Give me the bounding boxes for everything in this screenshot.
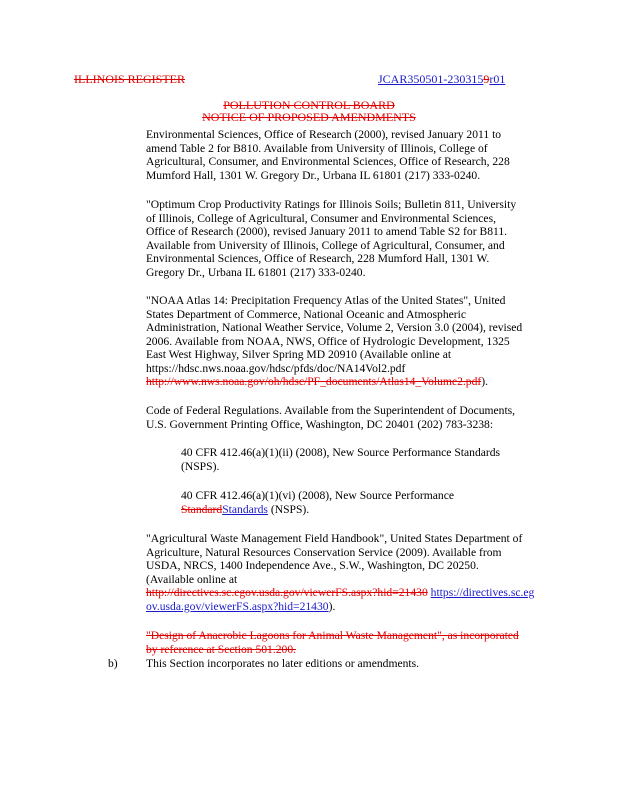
inserted-usda-url-continued[interactable]: ov.usda.gov/viewerFS.aspx?hid=21430 [146, 599, 329, 613]
text-line: Environmental Sciences, Office of Research (2000), revised January 2011 to [146, 128, 502, 141]
item-b-label: b) [108, 657, 118, 670]
text-line [181, 503, 591, 517]
text-line: "NOAA Atlas 14: Precipitation Frequency Atlas of the United States", United [146, 294, 506, 307]
text-line: https://hdsc.nws.noaa.gov/hdsc/pfds/doc/NA14Vol2.pdf [146, 361, 406, 375]
text-line: USDA, NRCS, 1400 Independence Ave., S.W., Washington, DC 20250. [146, 559, 479, 572]
text-line: amend Table 2 for B810. Available from University of Illinois, College of [146, 141, 488, 155]
jcar-code [378, 72, 505, 87]
text-line: 40 CFR 412.46(a)(1)(vi) (2008), New Source Performance [181, 489, 455, 502]
text-line: by reference at Section 501.200. [146, 642, 297, 656]
paragraph-cfr [146, 404, 596, 431]
text-line: (Available online at [146, 572, 238, 586]
text-line: Agriculture, Natural Resources Conservation Service (2009). Available from [146, 545, 502, 559]
text-line: Administration, National Weather Service, Volume 2, Version 3.0 (2004), revised [146, 321, 523, 334]
inserted-word: Standards [222, 502, 268, 516]
text-line [146, 375, 596, 389]
text-line: "Agricultural Waste Management Field Handbook", United States Department of [146, 532, 523, 545]
text-line [146, 586, 596, 600]
text-line: East West Highway, Silver Spring MD 20910 (Available online at [146, 348, 452, 361]
text-line: "Optimum Crop Productivity Ratings for Illinois Soils; Bulletin 811, University [146, 198, 517, 211]
text-line: (NSPS). [181, 459, 220, 473]
register-title: ILLINOIS REGISTER [74, 72, 185, 86]
jcar-code-deleted: 9 [483, 72, 490, 86]
text-line [146, 600, 596, 614]
text-line: Mumford Hall, 1301 W. Gregory Dr., Urbana IL 61801 (217) 333-0240. [146, 168, 481, 182]
item-b-text: This Section incorporates no later editions or amendments. [146, 657, 420, 670]
text-line: 2006. Available from NOAA, NWS, Office of Hydrologic Development, 1325 [146, 334, 510, 348]
deleted-noaa-url[interactable]: http://www.nws.noaa.gov/oh/hdsc/PF_documents/Atlas14_Volume2.pdf [146, 375, 482, 388]
text-line: U.S. Government Printing Office, Washington, DC 20401 (202) 783-3238: [146, 417, 494, 431]
text-line: Agricultural, Consumer, and Environmental Sciences, Office of Research, 228 [146, 155, 510, 168]
deleted-paragraph-lagoons [146, 629, 596, 656]
cfr-item-ii [181, 446, 591, 473]
deleted-word: Standard [181, 502, 223, 516]
paragraph-waste-handbook [146, 532, 596, 613]
inserted-usda-url[interactable]: https://directives.sc.eg [430, 586, 535, 599]
text-line: Available from University of Illinois, College of Agricultural, Consumer, and [146, 238, 505, 252]
text-line: Office of Research (2000), revised January 2011 to amend Table S2 for B811. [146, 225, 508, 238]
deleted-usda-url[interactable]: http://directives.sc.egov.usda.gov/viewerFS.aspx?hid=21430 [146, 586, 428, 599]
text-line: Code of Federal Regulations. Available from the Superintendent of Documents, [146, 404, 516, 417]
jcar-code-prefix: JCAR350501-230315 [378, 72, 484, 86]
text-line: "Design of Anaerobic Lagoons for Animal Waste Management", as incorporated [146, 629, 519, 642]
paragraph-crop-ratings-b810 [146, 128, 596, 182]
text-line: 40 CFR 412.46(a)(1)(ii) (2008), New Source Performance Standards [181, 446, 501, 459]
text-fragment: (NSPS). [267, 502, 310, 516]
text-line: of Illinois, College of Agricultural, Consumer and Environmental Sciences, [146, 211, 496, 225]
text-line: Gregory Dr., Urbana IL 61801 (217) 333-0240. [146, 265, 366, 279]
text-line: States Department of Commerce, National Oceanic and Atmospheric [146, 307, 467, 321]
heading-board: POLLUTION CONTROL BOARD [223, 98, 395, 112]
heading-notice: NOTICE OF PROPOSED AMENDMENTS [202, 110, 416, 124]
cfr-item-vi [181, 489, 591, 516]
text-fragment: ). [481, 375, 489, 388]
text-fragment: ). [328, 599, 336, 613]
paragraph-noaa-atlas [146, 294, 596, 389]
jcar-code-suffix: r01 [489, 72, 506, 86]
paragraph-crop-ratings-b811 [146, 198, 596, 279]
text-line: Environmental Sciences, Office of Research, 228 Mumford Hall, 1301 W. [146, 252, 490, 265]
